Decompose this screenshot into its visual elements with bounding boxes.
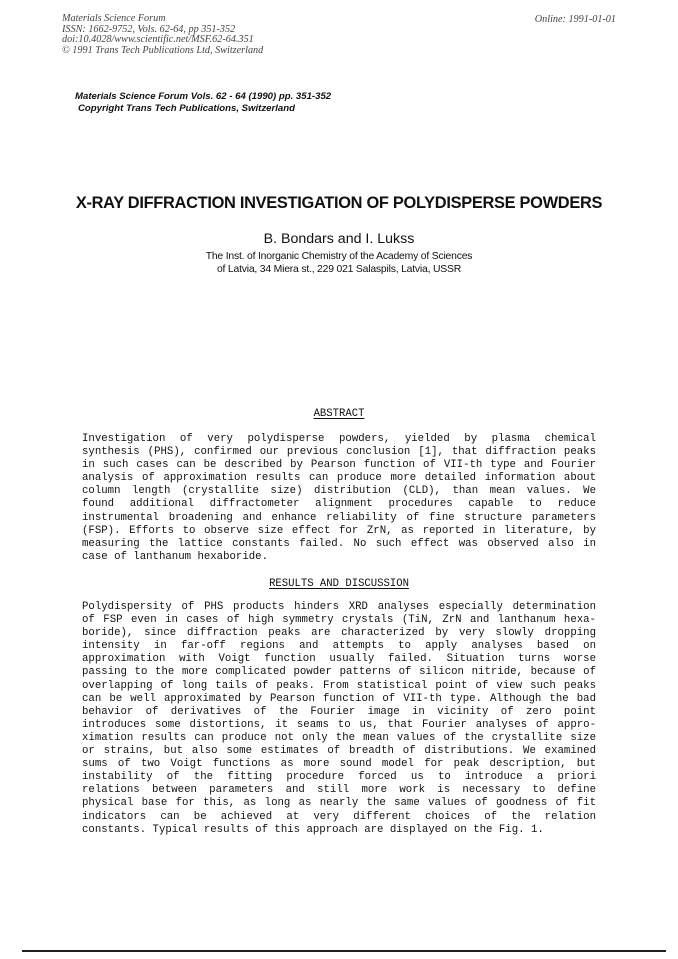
header-line: ISSN: 1662-9752, Vols. 62-64, pp 351-352 (62, 23, 236, 35)
journal-volume-line: Materials Science Forum Vols. 62 - 64 (1990) pp. 351-352 (75, 91, 332, 102)
header-line[interactable]: doi:10.4028/www.scientific.net/MSF.62-64.351 (62, 34, 254, 46)
results-line: behavior of derivatives of the Fourier image in vicinity of zero point (82, 705, 596, 718)
journal-copyright-line: Copyright Trans Tech Publications, Switzerland (78, 102, 295, 114)
results-line: introduces some distortions, it seams to us, that Fourier analyses of appro- (82, 718, 596, 731)
abstract-line: instrumental broadening and enhance reliability of fine structure parameters (82, 511, 596, 524)
results-body (82, 601, 596, 837)
results-line: overlapping of long tails of peaks. From statistical point of view such peaks (82, 679, 596, 692)
paper-authors: B. Bondars and I. Lukss (263, 231, 415, 247)
affiliation-line: The Inst. of Inorganic Chemistry of the Academy of Sciences (205, 251, 473, 262)
results-line: boride), since diffraction peaks are characterized by very slowly dropping (82, 627, 596, 640)
results-line: of FSP even in cases of high symmetry crystals (TiN, ZrN and lanthanum hexa- (82, 614, 596, 627)
author-affiliation (0, 251, 678, 276)
abstract-line: (FSP). Efforts to observe size effect for ZrN, as reported in literature, by (82, 524, 596, 537)
results-heading (0, 578, 678, 590)
abstract-line: in such cases can be described by Pearson function of VII-th type and Fourier (82, 459, 596, 472)
publication-header (62, 14, 263, 56)
abstract-heading (0, 408, 678, 420)
affiliation-line: of Latvia, 34 Miera st., 229 021 Salaspils, Latvia, USSR (216, 263, 462, 275)
results-line: sums of two Voigt functions as more sound model for peak description, but (82, 758, 596, 771)
results-line: instability of the fitting procedure forced us to introduce a priori (82, 771, 596, 784)
abstract-line: column length (crystallite size) distribution (CLD), than mean values. We (82, 485, 596, 498)
abstract-line: case of lanthanum hexaboride. (82, 550, 268, 563)
results-line: constants. Typical results of this approach are displayed on the Fig. 1. (82, 823, 544, 836)
abstract-line: synthesis (PHS), confirmed our previous conclusion [1], that diffraction peaks (82, 446, 596, 459)
online-date: Online: 1991-01-01 (534, 14, 616, 25)
abstract-line: analysis of approximation results can produce more detailed information about (82, 472, 596, 485)
abstract-line: Investigation of very polydisperse powders, yielded by plasma chemical (82, 433, 596, 445)
abstract-body (82, 433, 596, 564)
abstract-heading-text: ABSTRACT (313, 408, 365, 420)
results-line: Polydispersity of PHS products hinders XRD analyses especially determination (82, 601, 596, 613)
results-line: passing to the more complicated powder patterns of silicon nitride, because of (82, 666, 596, 679)
results-line: or strains, but also some estimates of breadth of distributions. We examined (82, 745, 596, 758)
paper-title: X-RAY DIFFRACTION INVESTIGATION OF POLYDISPERSE POWDERS (75, 194, 603, 212)
abstract-line: found additional diffractometer alignment procedures capable to reduce (82, 498, 596, 511)
results-line: intensity in far-off regions and attempts to apply analyses based on (82, 640, 596, 653)
results-line: relations between parameters and still more work is necessary to define (82, 784, 596, 797)
results-line: physical base for this, as long as nearly the same values of goodness of fit (82, 797, 596, 810)
header-line: Materials Science Forum (62, 13, 166, 24)
header-line: © 1991 Trans Tech Publications Ltd, Switzerland (62, 44, 264, 56)
results-line: ximation results can produce not only the mean values of the crystallite size (82, 731, 596, 744)
results-line: can be well approximated by Pearson function of VII-th type. Although the bad (82, 692, 596, 705)
results-line: approximation with Voigt function usually failed. Situation turns worse (82, 653, 596, 666)
results-line: indicators can be achieved at very different choices of the relation (82, 810, 596, 823)
results-heading-text: RESULTS AND DISCUSSION (269, 578, 409, 590)
journal-citation (75, 91, 331, 114)
page-bottom-rule (22, 950, 666, 952)
abstract-line: measuring the lattice constants failed. No such effect was observed also in (82, 537, 596, 550)
